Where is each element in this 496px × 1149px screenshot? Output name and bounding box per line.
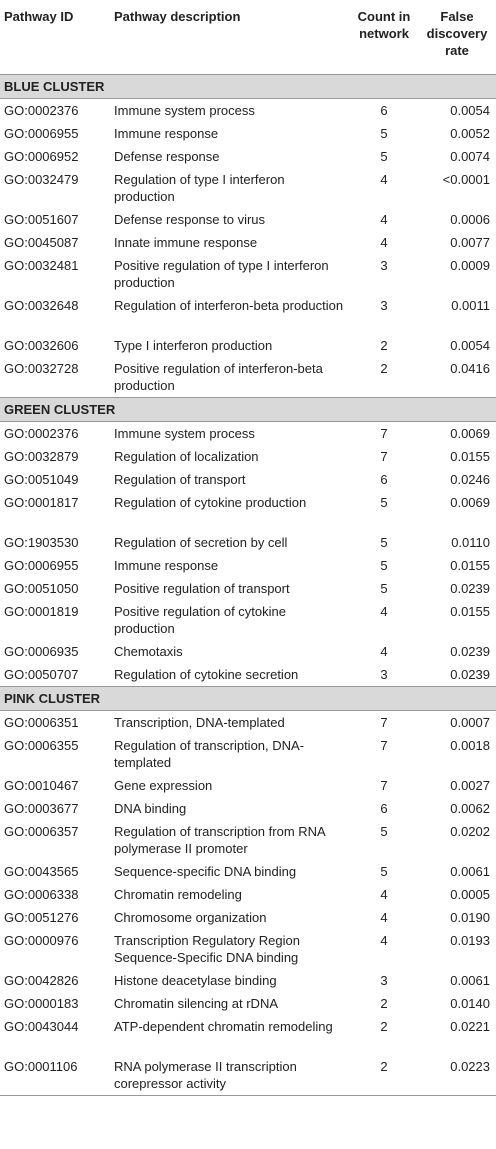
table-row [0,98,496,122]
pathway-description-cell: Defense response [114,148,220,164]
pathway-description-cell: ATP-dependent chromatin remodeling [114,1018,333,1034]
pathway-description-cell: Immune system process [114,102,255,118]
pathway-id-cell: GO:0006338 [4,886,79,902]
pathway-description-cell: Regulation of transcription from RNA polymerase II promoter [114,823,325,856]
count-cell: 2 [380,995,388,1011]
count-cell: 4 [380,909,388,925]
table-row [0,883,496,906]
fdr-cell: 0.0052 [450,125,490,141]
fdr-cell: 0.0140 [450,995,490,1011]
table-row [0,992,496,1015]
fdr-cell: 0.0018 [450,737,490,753]
pathway-id-cell: GO:0006955 [4,125,79,141]
fdr-cell: 0.0202 [450,823,490,839]
pathway-id-cell: GO:1903530 [4,534,79,550]
table-row [0,334,496,357]
pathway-id-cell: GO:0032479 [4,171,79,187]
table-header [0,0,496,74]
header-false-discovery-rate: False discovery rate [426,9,488,58]
fdr-cell: 0.0007 [450,714,490,730]
fdr-cell: 0.0155 [450,557,490,573]
pathway-description-cell: Positive regulation of type I interferon production [114,257,329,290]
pathway-id-cell: GO:0032481 [4,257,79,273]
table-row [0,600,496,640]
count-cell: 6 [380,471,388,487]
fdr-cell: 0.0416 [450,360,490,376]
count-cell: 7 [380,737,388,753]
pathway-description-cell: Regulation of interferon-beta production [114,297,344,313]
pathway-description-cell: Regulation of secretion by cell [114,534,288,550]
count-cell: 4 [380,234,388,250]
pathway-id-cell: GO:0006355 [4,737,79,753]
pathway-id-cell: GO:0032606 [4,337,79,353]
pathway-id-cell: GO:0032728 [4,360,79,376]
pathway-description-cell: Regulation of cytokine secretion [114,666,299,682]
fdr-cell: 0.0239 [450,643,490,659]
pathway-description-cell: Type I interferon production [114,337,273,353]
pathway-id-cell: GO:0050707 [4,666,79,682]
table-row [0,860,496,883]
count-cell: 4 [380,171,388,187]
count-cell: 4 [380,932,388,948]
pathway-description-cell: Chromatin silencing at rDNA [114,995,279,1011]
fdr-cell: 0.0221 [450,1018,490,1034]
pathway-id-cell: GO:0001819 [4,603,79,619]
table-row [0,929,496,969]
table-row [0,820,496,860]
table-row [0,1015,496,1055]
count-cell: 3 [380,297,388,313]
pathway-description-cell: DNA binding [114,800,187,816]
count-cell: 6 [380,800,388,816]
cluster-heading: PINK CLUSTER [0,686,496,710]
table-row [0,208,496,231]
count-cell: 2 [380,337,388,353]
pathway-description-cell: Positive regulation of transport [114,580,290,596]
count-cell: 5 [380,580,388,596]
pathway-id-cell: GO:0043044 [4,1018,79,1034]
pathway-id-cell: GO:0032879 [4,448,79,464]
pathway-description-cell: Immune system process [114,425,255,441]
count-cell: 5 [380,534,388,550]
table-row [0,663,496,687]
pathway-id-cell: GO:0051276 [4,909,79,925]
table-row [0,906,496,929]
fdr-cell: 0.0069 [450,425,490,441]
count-cell: 7 [380,714,388,730]
cluster-heading-row [0,397,496,421]
count-cell: 6 [380,102,388,118]
fdr-cell: 0.0061 [450,863,490,879]
pathway-id-cell: GO:0043565 [4,863,79,879]
pathway-id-cell: GO:0051049 [4,471,79,487]
header-pathway-description: Pathway description [114,9,241,24]
pathway-id-cell: GO:0051607 [4,211,79,227]
table-row [0,122,496,145]
fdr-cell: 0.0155 [450,603,490,619]
pathway-description-cell: Defense response to virus [114,211,266,227]
count-cell: 7 [380,448,388,464]
table-row [0,445,496,468]
pathway-id-cell: GO:0006955 [4,557,79,573]
pathway-description-cell: Sequence-specific DNA binding [114,863,297,879]
pathway-id-cell: GO:0002376 [4,102,79,118]
pathway-id-cell: GO:0001106 [4,1058,78,1074]
pathway-id-cell: GO:0001817 [4,494,79,510]
table-row [0,254,496,294]
fdr-cell: 0.0054 [450,102,490,118]
fdr-cell: 0.0155 [450,448,490,464]
table-row [0,577,496,600]
table-body [0,74,496,1095]
pathway-id-cell: GO:0051050 [4,580,79,596]
pathway-id-cell: GO:0006357 [4,823,79,839]
pathway-description-cell: Regulation of transcription, DNA-templated [114,737,305,770]
table-row [0,168,496,208]
pathway-description-cell: Gene expression [114,777,213,793]
pathway-id-cell: GO:0002376 [4,425,79,441]
count-cell: 4 [380,211,388,227]
count-cell: 5 [380,125,388,141]
count-cell: 4 [380,603,388,619]
pathway-description-cell: Innate immune response [114,234,258,250]
pathway-description-cell: Immune response [114,557,219,573]
count-cell: 7 [380,425,388,441]
header-count-in-network: Count in network [357,9,411,41]
fdr-cell: 0.0193 [450,932,490,948]
fdr-cell: 0.0027 [450,777,490,793]
table-row [0,969,496,992]
pathway-id-cell: GO:0006935 [4,643,79,659]
pathway-id-cell: GO:0045087 [4,234,79,250]
fdr-cell: 0.0223 [450,1058,490,1074]
count-cell: 5 [380,863,388,879]
cluster-heading: BLUE CLUSTER [0,74,496,98]
fdr-cell: 0.0246 [450,471,490,487]
count-cell: 4 [380,886,388,902]
pathway-description-cell: Regulation of cytokine production [114,494,307,510]
fdr-cell: 0.0074 [450,148,490,164]
fdr-cell: 0.0006 [450,211,490,227]
pathway-description-cell: Transcription Regulatory Region Sequence-Specific DNA binding [114,932,300,965]
cluster-heading-row [0,74,496,98]
fdr-cell: 0.0069 [450,494,490,510]
pathway-description-cell: Chemotaxis [114,643,183,659]
pathway-id-cell: GO:0000183 [4,995,79,1011]
count-cell: 3 [380,257,388,273]
fdr-cell: 0.0239 [450,580,490,596]
count-cell: 5 [380,148,388,164]
count-cell: 3 [380,972,388,988]
table-row [0,294,496,334]
header-pathway-id: Pathway ID [4,9,74,24]
fdr-cell: 0.0011 [451,297,490,313]
pathway-description-cell: Immune response [114,125,219,141]
fdr-cell: 0.0009 [450,257,490,273]
pathway-id-cell: GO:0010467 [4,777,79,793]
fdr-cell: 0.0077 [450,234,490,250]
pathway-description-cell: Chromosome organization [114,909,267,925]
table-row [0,710,496,734]
fdr-cell: 0.0062 [450,800,490,816]
pathway-id-cell: GO:0006952 [4,148,79,164]
table-row [0,797,496,820]
pathway-description-cell: Histone deacetylase binding [114,972,277,988]
fdr-cell: 0.0239 [450,666,490,682]
pathway-description-cell: Transcription, DNA-templated [114,714,285,730]
pathway-id-cell: GO:0006351 [4,714,79,730]
count-cell: 3 [380,666,388,682]
count-cell: 2 [380,360,388,376]
pathway-id-cell: GO:0042826 [4,972,79,988]
table-row [0,774,496,797]
table-row [0,734,496,774]
pathway-description-cell: Regulation of transport [114,471,246,487]
table-row [0,231,496,254]
fdr-cell: 0.0054 [450,337,490,353]
table-row [0,145,496,168]
cluster-heading-row [0,686,496,710]
pathway-id-cell: GO:0032648 [4,297,79,313]
table-row [0,357,496,398]
table-row [0,554,496,577]
cluster-heading: GREEN CLUSTER [0,397,496,421]
table-row [0,640,496,663]
count-cell: 2 [380,1058,388,1074]
table-row [0,421,496,445]
count-cell: 5 [380,557,388,573]
pathway-description-cell: Positive regulation of interferon-beta production [114,360,323,393]
count-cell: 2 [380,1018,388,1034]
table-row [0,468,496,491]
fdr-cell: 0.0110 [451,534,490,550]
count-cell: 7 [380,777,388,793]
pathway-description-cell: RNA polymerase II transcription corepressor activity [114,1058,297,1091]
fdr-cell: <0.0001 [442,171,490,187]
count-cell: 5 [380,823,388,839]
fdr-cell: 0.0005 [450,886,490,902]
pathway-description-cell: Regulation of type I interferon production [114,171,285,204]
pathway-description-cell: Regulation of localization [114,448,259,464]
table-row [0,1055,496,1096]
fdr-cell: 0.0061 [450,972,490,988]
pathway-description-cell: Chromatin remodeling [114,886,242,902]
table-row [0,491,496,531]
table-row [0,531,496,554]
pathway-id-cell: GO:0000976 [4,932,79,948]
pathway-id-cell: GO:0003677 [4,800,79,816]
fdr-cell: 0.0190 [450,909,490,925]
pathway-description-cell: Positive regulation of cytokine production [114,603,286,636]
count-cell: 5 [380,494,388,510]
count-cell: 4 [380,643,388,659]
